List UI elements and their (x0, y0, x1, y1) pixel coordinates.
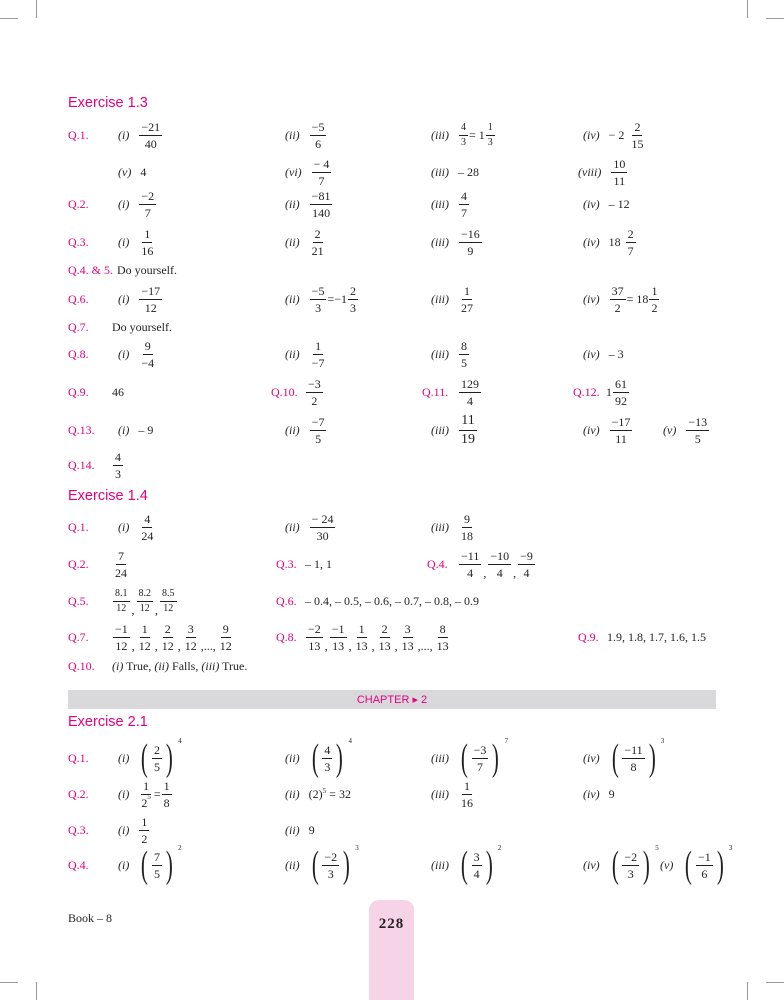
answer-row-q8 (0, 337, 784, 371)
question-label: Q.1. (68, 519, 89, 534)
answer-part-ii: (ii) 1 −7 (285, 338, 325, 370)
answer-row-q1 (0, 510, 784, 544)
answer-value: −1 12 , 1 12 , 2 12 , 3 12 ,..., 9 12 (115, 621, 232, 653)
answer-part-iii: (iii) $\frac{4}{3}$ = 1 1 3 (431, 121, 493, 148)
question-label: Q.7. (68, 319, 89, 334)
answer-part-ii: (ii) 2 21 (285, 226, 324, 258)
answer-part-ii: (ii) $\frac{-5}{3}$ =−1 2 3 (285, 283, 356, 315)
crop-mark (0, 18, 18, 19)
answer-row-q2-q4 (0, 547, 784, 581)
answer-part-vii: (iii) – 28 (431, 164, 479, 179)
answer-value: 46 (112, 384, 124, 399)
crop-mark (747, 0, 748, 18)
answer-row-q13 (0, 413, 784, 447)
answer-part-iv: (iv) – 3 (583, 346, 624, 361)
answer-part-iii: (iii) 1 27 (431, 283, 473, 315)
crop-mark (766, 18, 784, 19)
crop-mark (36, 0, 37, 18)
answer-part-i: (i) 4 24 (118, 511, 154, 543)
page-number-tab (369, 900, 414, 1000)
answer-value: 1.9, 1.8, 1.7, 1.6, 1.5 (607, 629, 706, 644)
answer-row-q4-5 (0, 260, 784, 280)
answer-part-v: (v) −13 5 (663, 414, 708, 446)
question-label: Q.2. (68, 786, 89, 801)
question-label: Q.4. & 5. (68, 262, 113, 277)
question-label: Q.1. (68, 127, 89, 142)
question-label: Q.6. (276, 593, 297, 608)
answer-row-q3 (0, 813, 784, 847)
answer-row-q1-continued (0, 155, 784, 189)
question-label: Q.10. (68, 658, 95, 673)
answer-part-i: (i) 9 −4 (118, 338, 155, 370)
answer-value: 4 3 (115, 449, 121, 481)
answer-part-ii: (ii) ( −2 3 ) 3 (285, 844, 359, 886)
answer-part-iii: (iii) −16 9 (431, 226, 480, 258)
answer-text: Do yourself. (117, 262, 177, 277)
exercise-heading: Exercise 1.3 (68, 95, 148, 111)
question-label: Q.6. (68, 291, 89, 306)
answer-row-q4 (0, 845, 784, 885)
answer-part-ii: (ii) (2) $^5$ = 32 (285, 786, 351, 801)
answer-part-i: (i) −21 40 (118, 119, 161, 151)
chapter-banner: CHAPTER ▸ 2 (68, 690, 716, 709)
answer-part-iii: (iii) ( −3 7 ) 7 (431, 737, 509, 779)
answer-part-v: (v) 4 (118, 164, 147, 179)
answer-value: (i) True, (ii) Falls, (iii) True. (112, 658, 248, 673)
exercise-heading: Exercise 1.4 (68, 488, 148, 504)
answer-part-iv: (iv) ( −11 8 ) 3 (583, 737, 665, 779)
answer-part-ii: (ii) ( 4 3 ) 4 (285, 737, 352, 779)
question-label: Q.3. (276, 556, 297, 571)
answer-value: – 1, 1 (305, 556, 332, 571)
answer-row-q9-q12 (0, 375, 784, 409)
question-label: Q.13. (68, 422, 95, 437)
question-label: Q.10. (271, 384, 298, 399)
answer-part-i: (i) −2 7 (118, 188, 155, 220)
answer-part-ii: (ii) − 24 30 (285, 511, 334, 543)
answer-value: 129 4 (461, 376, 479, 408)
answer-part-iv: (iv) 9 (583, 786, 615, 801)
answer-value: – 0.4, – 0.5, – 0.6, – 0.7, – 0.8, – 0.9 (305, 593, 479, 608)
answer-part-iv: (iv) ( −2 3 ) 5 (583, 844, 659, 886)
answer-value: 8.1 12 , 8.2 12 , 8.5 12 (115, 587, 175, 617)
book-label: Book – 8 (68, 911, 113, 925)
answer-row-q3 (0, 225, 784, 259)
answer-part-iii: (iii) 8 5 (431, 338, 467, 370)
answer-part-i: (i) ( 7 5 ) 2 (118, 844, 182, 886)
answer-row-q2 (0, 187, 784, 221)
answer-part-v: (v) ( −1 6 ) 3 (660, 844, 733, 886)
answer-value: −11 4 , −10 4 , −9 4 (461, 548, 533, 580)
answer-part-iv: (iv) 18 2 7 (583, 226, 634, 258)
answer-row-q7 (0, 317, 784, 337)
crop-mark (36, 982, 37, 1000)
page-number: 228 (378, 916, 405, 932)
answer-part-iv: (iv) – 12 (583, 196, 630, 211)
answer-part-iv: (iv) −17 11 (583, 414, 631, 446)
answer-row-q14 (0, 448, 784, 482)
answer-row-q5-q6 (0, 584, 784, 618)
answer-value: 7 24 (115, 548, 127, 580)
answer-part-i: (i) $\frac{1}{2^5}$ = $\frac{1}{8}$ (118, 778, 170, 810)
answer-part-ii: (ii) −5 6 (285, 119, 325, 151)
answer-part-iii: (iii) ( 3 4 ) 2 (431, 844, 502, 886)
question-label: Q.1. (68, 750, 89, 765)
question-label: Q.7. (68, 629, 89, 644)
answer-part-vi: (vi) − 4 7 (285, 156, 330, 188)
answer-part-i: (i) −17 12 (118, 283, 161, 315)
answer-part-viii: (viii) 10 11 (578, 156, 626, 188)
question-label: Q.8. (276, 629, 297, 644)
answer-text: Do yourself. (112, 319, 172, 334)
answer-part-ii: (ii) 9 (285, 822, 315, 837)
question-label: Q.2. (68, 556, 89, 571)
answer-row-q10 (0, 656, 784, 676)
question-label: Q.5. (68, 593, 89, 608)
answer-part-i: (i) – 9 (118, 422, 154, 437)
question-label: Q.9. (578, 629, 599, 644)
answer-row-q6 (0, 282, 784, 316)
question-label: Q.3. (68, 234, 89, 249)
crop-mark (766, 982, 784, 983)
answer-part-ii: (ii) −7 5 (285, 414, 325, 446)
answer-part-i: (i) 1 2 (118, 814, 148, 846)
answer-part-iii: (iii) 4 7 (431, 188, 467, 220)
question-label: Q.8. (68, 346, 89, 361)
exercise-heading: Exercise 2.1 (68, 714, 148, 730)
answer-row-q1 (0, 118, 784, 152)
question-label: Q.4. (68, 857, 89, 872)
answer-part-iii: (iii) 1 16 (431, 778, 473, 810)
answer-value: −3 2 (308, 376, 321, 408)
answer-part-i: (i) 1 16 (118, 226, 154, 258)
answer-part-iii: (iii) 11 19 (431, 412, 475, 447)
answer-row-q7-q9 (0, 620, 784, 654)
answer-value: −2 13 , −1 13 , 1 13 , 2 13 , 3 13 ,..., 8 13 (308, 621, 449, 653)
answer-part-iv: (iv) $\frac{37}{2}$ = 18 1 2 (583, 283, 658, 315)
answer-row-q1 (0, 738, 784, 778)
question-label: Q.3. (68, 822, 89, 837)
answer-value: 1 61 92 (606, 376, 627, 408)
crop-mark (747, 982, 748, 1000)
question-label: Q.4. (427, 556, 448, 571)
answer-part-ii: (ii) −81 140 (285, 188, 331, 220)
question-label: Q.12. (573, 384, 600, 399)
question-label: Q.14. (68, 457, 95, 472)
question-label: Q.11. (422, 384, 449, 399)
question-label: Q.9. (68, 384, 89, 399)
question-label: Q.2. (68, 196, 89, 211)
answer-part-i: (i) ( 2 5 ) 4 (118, 737, 182, 779)
answer-part-iii: (iii) 9 18 (431, 511, 473, 543)
answer-row-q2 (0, 777, 784, 811)
answer-part-iv: (iv) − 2 2 15 (583, 119, 644, 151)
crop-mark (0, 982, 18, 983)
